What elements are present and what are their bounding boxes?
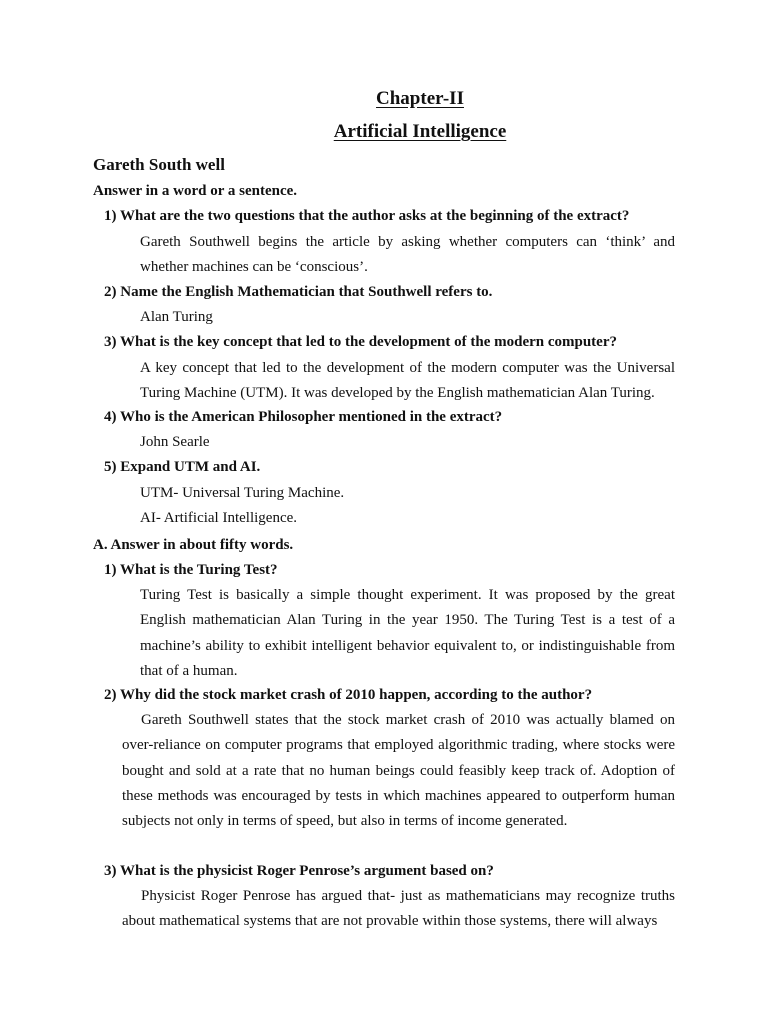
answer-text: A key concept that led to the development of the modern computer was the Universal Turing Machine (UTM). It was developed by the English mathematician Alan Turing. [140,360,675,402]
question-text: 5) Expand UTM and AI. [104,459,261,475]
question-text: 3) What is the physicist Roger Penrose’s argument based on? [104,863,494,879]
question-text: 2) Name the English Mathematician that Southwell refers to. [104,284,493,300]
question-text: 1) What is the Turing Test? [104,562,278,578]
question-text: 3) What is the key concept that led to the development of the modern computer? [104,334,617,350]
answer-text: Gareth Southwell begins the article by asking whether computers can ‘think’ and whether machines can be ‘conscious’. [140,234,675,276]
answer-text: Alan Turing [140,309,213,325]
answer-text: Gareth Southwell states that the stock market crash of 2010 was actually blamed on over-reliance on computer programs that employed algorithmic trading, where stocks were bought and sold at a rate that no human beings could feasibly keep track of. Adoption of these methods was encouraged by tests in which machines appeared to outperform human subjects not only in terms of speed, but also in terms of income generated. [122,712,675,830]
answer-text: UTM- Universal Turing Machine. [140,485,345,501]
author-name: Gareth South well [93,155,225,174]
answer-text: Turing Test is basically a simple thought experiment. It was proposed by the great English mathematician Alan Turing in the year 1950. The Turing Test is a test of a machine’s ability to exhibit intelligent behavior equivalent to, or indistinguishable from that of a human. [140,587,675,679]
section-heading: Answer in a word or a sentence. [93,183,298,199]
question-text: 1) What are the two questions that the author asks at the beginning of the extract? [104,208,630,224]
answer-text: Physicist Roger Penrose has argued that- just as mathematicians may recognize truths about mathematical systems that are not provable within those systems, there will always [122,888,675,930]
answer-text: John Searle [140,434,210,450]
answer-text: AI- Artificial Intelligence. [140,510,298,526]
subject-title: Artificial Intelligence [333,121,507,142]
chapter-title: Chapter-II [376,88,464,109]
question-text: 2) Why did the stock market crash of 2010 happen, according to the author? [104,687,593,703]
question-text: 4) Who is the American Philosopher mentioned in the extract? [104,409,503,425]
section-heading: A. Answer in about fifty words. [93,537,294,553]
